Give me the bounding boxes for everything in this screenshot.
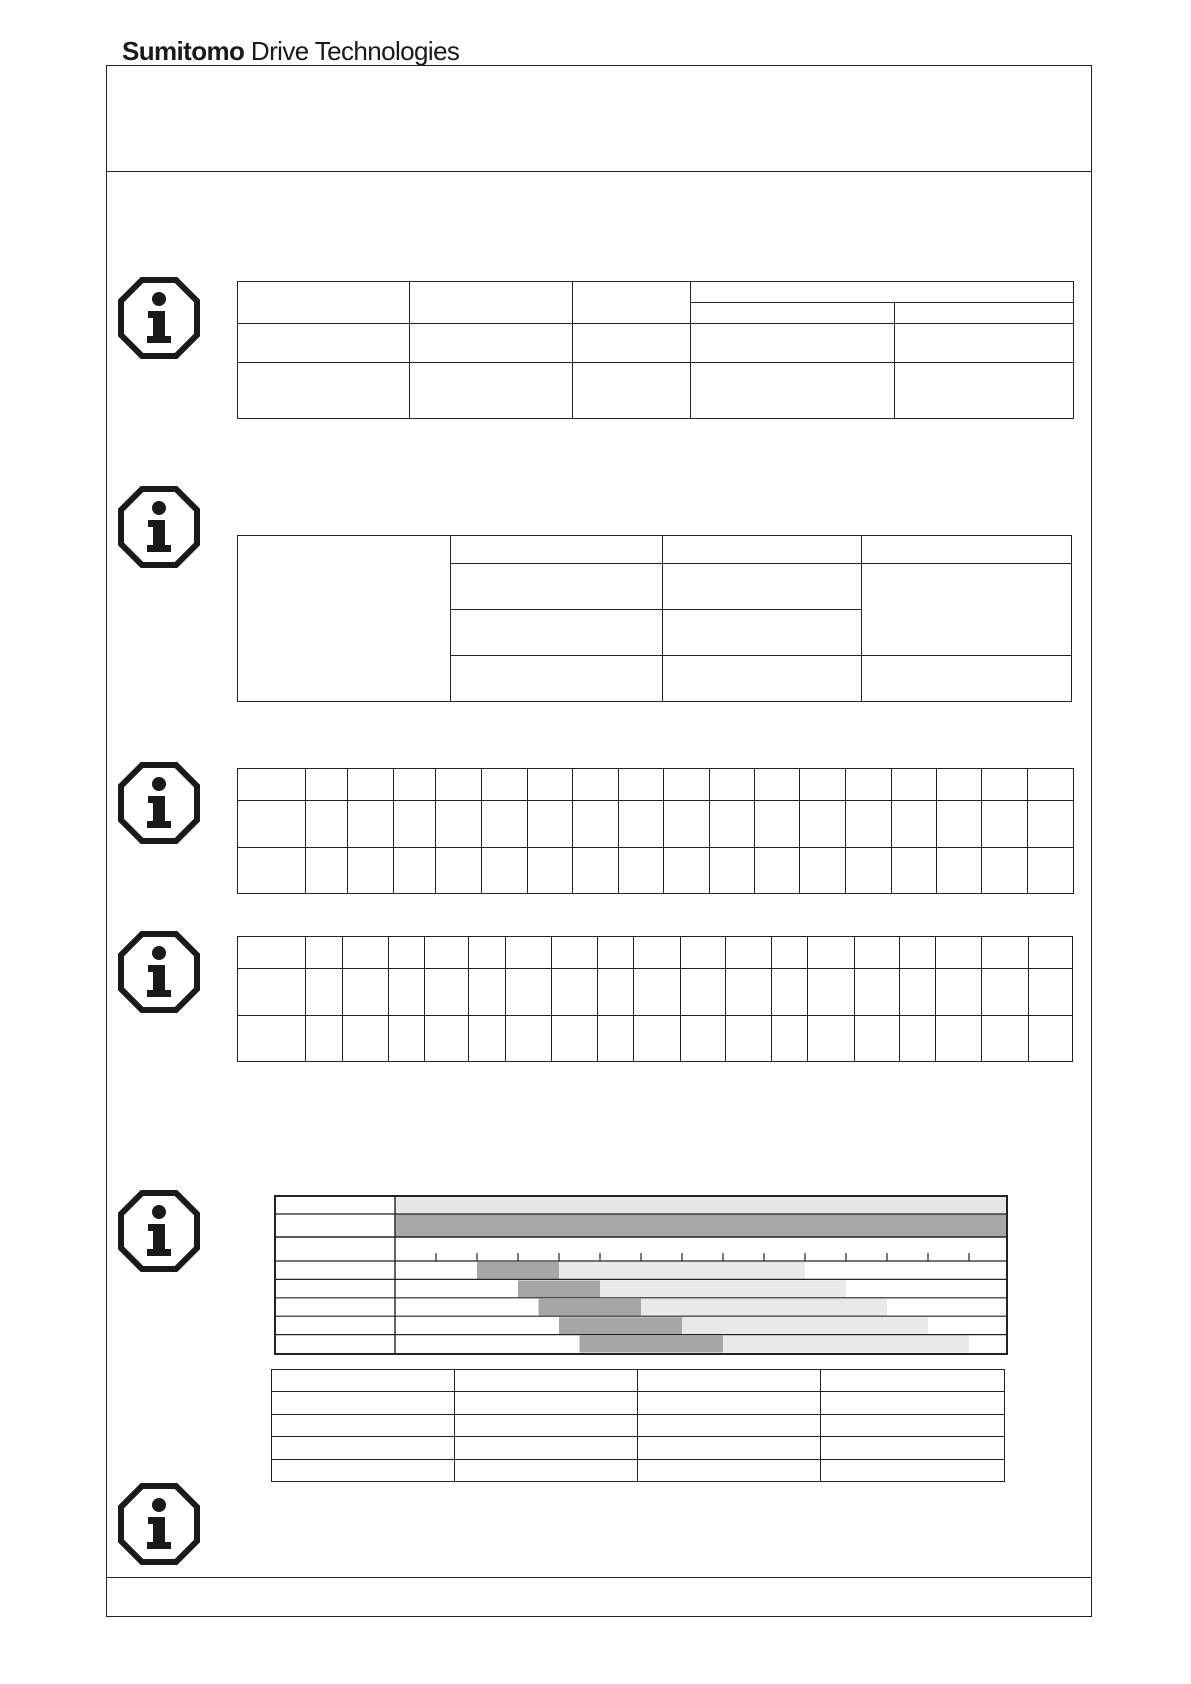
table-cell xyxy=(238,324,410,363)
bar-dark xyxy=(580,1336,724,1353)
table-cell xyxy=(410,324,573,363)
table-cell xyxy=(238,282,410,324)
brand-logo xyxy=(122,36,459,67)
table-cell xyxy=(691,324,895,363)
table-cell xyxy=(663,656,862,702)
table-cell xyxy=(862,656,1072,702)
footer-divider xyxy=(106,1577,1092,1578)
info-icon xyxy=(118,486,200,568)
header-divider xyxy=(106,171,1092,172)
table-4 xyxy=(237,936,1073,1062)
table-cell xyxy=(238,536,451,702)
table-cell xyxy=(691,363,895,419)
table-cell xyxy=(451,656,663,702)
table-cell xyxy=(451,564,663,610)
table-2 xyxy=(237,535,1072,702)
table-cell xyxy=(895,363,1074,419)
table-5 xyxy=(271,1369,1005,1482)
bar-light xyxy=(600,1280,846,1297)
table-cell xyxy=(573,324,691,363)
table-cell xyxy=(895,324,1074,363)
info-icon xyxy=(118,931,200,1013)
bar-light xyxy=(559,1262,805,1279)
brand-logo-regular: Drive Technologies xyxy=(244,36,460,66)
bar-dark xyxy=(518,1280,600,1297)
table-cell xyxy=(862,536,1072,564)
table-1 xyxy=(237,281,1074,419)
table-cell xyxy=(862,564,1072,656)
table-cell xyxy=(451,536,663,564)
table-cell xyxy=(238,363,410,419)
bar-light xyxy=(641,1299,887,1316)
table-cell xyxy=(663,536,862,564)
info-icon xyxy=(118,1190,200,1272)
table-cell xyxy=(895,303,1074,324)
info-icon xyxy=(118,277,200,359)
table-cell xyxy=(691,282,1074,303)
bar-dark xyxy=(477,1262,559,1279)
brand-logo-bold: Sumitomo xyxy=(122,36,245,66)
info-icon xyxy=(118,762,200,844)
table-cell xyxy=(410,282,573,324)
header-band-dark xyxy=(395,1214,1006,1237)
table-3 xyxy=(237,768,1074,894)
bar-light xyxy=(682,1317,928,1334)
info-icon xyxy=(118,1483,200,1565)
table-cell xyxy=(573,363,691,419)
table-cell xyxy=(663,610,862,656)
table-cell xyxy=(691,303,895,324)
table-cell xyxy=(573,282,691,324)
bar-dark xyxy=(539,1299,642,1316)
range-chart-svg xyxy=(276,1197,1006,1353)
table-cell xyxy=(663,564,862,610)
table-cell xyxy=(410,363,573,419)
header-band-light xyxy=(395,1197,1006,1214)
table-cell xyxy=(451,610,663,656)
bar-dark xyxy=(559,1317,682,1334)
bar-light xyxy=(723,1336,969,1353)
range-chart xyxy=(274,1195,1008,1355)
